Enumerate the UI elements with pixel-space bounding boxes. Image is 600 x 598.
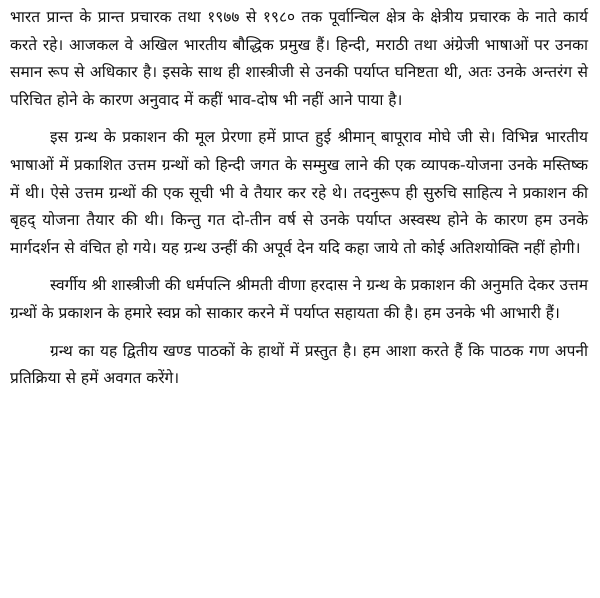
paragraph-closing: ग्रन्थ का यह द्वितीय खण्ड पाठकों के हाथों में प्रस्तुत है। हम आशा करते हैं कि पाठक गण अपनी प्रतिक्रिया से हमें अवगत करेंगे।: [10, 341, 588, 388]
paragraph-translator-background: भारत प्रान्त के प्रान्त प्रचारक तथा १९७७ से १९८० तक पूर्वान्चिल क्षेत्र के क्षेत्रीय प्रचारक के नाते कार्य करते रहे। आजकल वे अखिल भारतीय बौद्धिक प्रमुख हैं। हिन्दी, मराठी तथा अंग्रेजी भाषाओं पर उनका समान रूप से अधिकार है। इसके साथ ही शास्त्रीजी से उनकी पर्याप्त घनिष्टता थी, अतः उनके अन्तरंग से परिचित होने के कारण अनुवाद में कहीं भाव-दोष भी नहीं आने पाया है।: [10, 8, 588, 109]
paragraph-inspiration: इस ग्रन्थ के प्रकाशन की मूल प्रेरणा हमें प्राप्त हुई श्रीमान् बापूराव मोघे जी से। विभिन्न भारतीय भाषाओं में प्रकाशित उत्तम ग्रन्थों को हिन्दी जगत के सम्मुख लाने की एक व्यापक-योजना उनके मस्तिष्क में थी। ऐसे उत्तम ग्रन्थों की एक सूची भी वे तैयार कर रहे थे। तदनुरूप ही सुरुचि साहित्य ने प्रकाशन की बृहद् योजना तैयार की थी। किन्तु गत दो-तीन वर्ष से उनके पर्याप्त अस्वस्थ होने के कारण हम उनके मार्गदर्शन से वंचित हो गये। यह ग्रन्थ उन्हीं की अपूर्व देन यदि कहा जाये तो कोई अतिशयोक्ति नहीं होगी।: [10, 128, 588, 257]
paragraph-acknowledgement: स्वर्गीय श्री शास्त्रीजी की धर्मपत्नि श्रीमती वीणा हरदास ने ग्रन्थ के प्रकाशन की अनुमति देकर उत्तम ग्रन्थों के प्रकाशन के हमारे स्वप्न को साकार करने में पर्याप्त सहायता की है। हम उनके भी आभारी हैं।: [10, 276, 588, 322]
